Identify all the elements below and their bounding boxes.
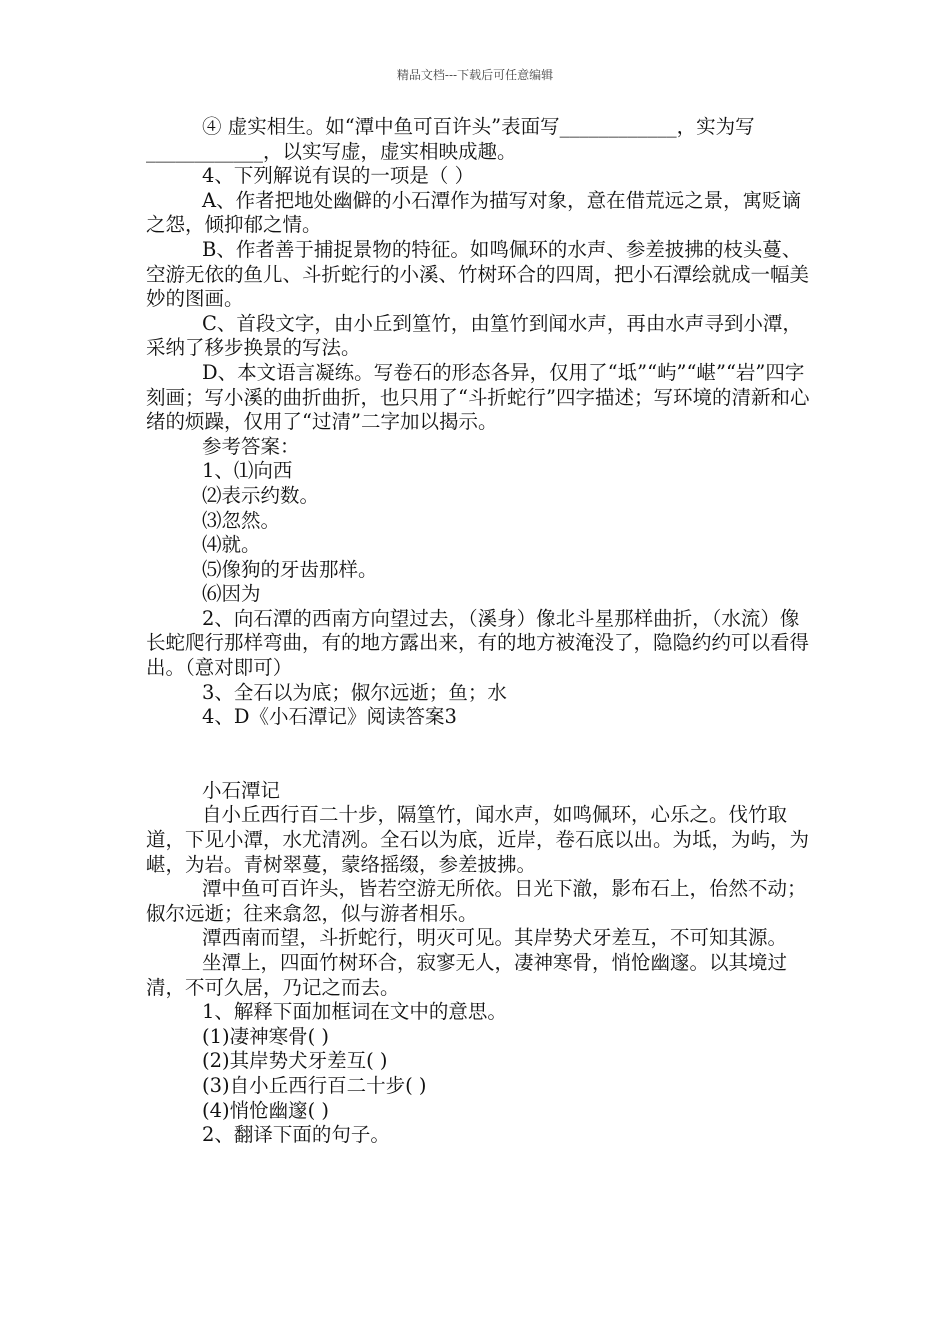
article-title: 小石潭记 — [202, 778, 281, 802]
page-header: 精品文档---下载后可任意编辑 — [396, 68, 554, 82]
question-1-item-1: (1)凄神寒骨( ) — [202, 1024, 330, 1048]
question-1: 1、解释下面加框词在文中的意思。 — [202, 1000, 507, 1024]
paragraph-virtual-real: ④ 虚实相生。如“潭中鱼可百许头”表面写____________，实为写____________，以实写虚，虚实相映成趣。 — [146, 115, 755, 163]
option-a: A、作者把地处幽僻的小石潭作为描写对象，意在借荒远之景，寓贬谪之怨，倾抑郁之情。 — [146, 188, 802, 237]
question-2: 2、翻译下面的句子。 — [202, 1123, 390, 1147]
article-paragraph-2: 潭中鱼可百许头，皆若空游无所依。日光下澈，影布石上，佁然不动；俶尔远逝；往来翕忽，似与游者相乐。 — [146, 877, 807, 925]
answer-1-2: ⑵表示约数。 — [202, 483, 320, 507]
answer-1-1: 1、⑴向西 — [202, 459, 293, 483]
article-paragraph-4: 坐潭上，四面竹树环合，寂寥无人，凄神寒骨，悄怆幽邃。以其境过清，不可久居，乃记之而去。 — [146, 951, 788, 999]
option-d: D、本文语言凝练。写卷石的形态各异，仅用了“坻”“屿”“嵁”“岩”四字刻画；写小溪的曲折曲折，也只用了“斗折蛇行”四字描述；写环境的清新和心绪的烦躁，仅用了“过清”二字加以揭示。 — [146, 360, 810, 434]
article-paragraph-1: 自小丘西行百二十步，隔篁竹，闻水声，如鸣佩环，心乐之。伐竹取道，下见小潭，水尤清冽。全石以为底，近岸，卷石底以出。为坻，为屿，为嵁，为岩。青树翠蔓，蒙络摇缀，参差披拂。 — [146, 803, 810, 876]
answer-1-3: ⑶忽然。 — [202, 508, 281, 532]
answer-1-6: ⑹因为 — [202, 582, 261, 606]
article-paragraph-3: 潭西南而望，斗折蛇行，明灭可见。其岸势犬牙差互，不可知其源。 — [202, 926, 788, 950]
answer-4: 4、D《小石潭记》阅读答案3 — [202, 705, 457, 729]
question-4: 4、下列解说有误的一项是（ ） — [202, 164, 475, 188]
option-c: C、首段文字，由小丘到篁竹，由篁竹到闻水声，再由水声寻到小潭，采纳了移步换景的写法。 — [146, 311, 802, 360]
answer-1-4: ⑷就。 — [202, 533, 261, 557]
question-1-item-4: (4)悄怆幽邃( ) — [202, 1098, 330, 1122]
document-body — [146, 115, 810, 1148]
answer-1-5: ⑸像狗的牙齿那样。 — [202, 557, 378, 581]
question-1-item-2: (2)其岸势犬牙差互( ) — [202, 1049, 388, 1073]
question-1-item-3: (3)自小丘西行百二十步( ) — [202, 1073, 427, 1097]
answer-2: 2、向石潭的西南方向望过去，（溪身）像北斗星那样曲折，（水流）像长蛇爬行那样弯曲，有的地方露出来，有的地方被淹没了，隐隐约约可以看得出。（意对即可） — [146, 606, 810, 680]
section-spacer — [146, 730, 810, 779]
option-b: B、作者善于捕捉景物的特征。如鸣佩环的水声、参差披拂的枝头蔓、空游无依的鱼儿、斗折蛇行的小溪、竹树环合的四周，把小石潭绘就成一幅美妙的图画。 — [146, 237, 810, 311]
answers-title: 参考答案： — [202, 434, 300, 458]
answer-3: 3、全石以为底；俶尔远逝；鱼；水 — [202, 680, 507, 704]
